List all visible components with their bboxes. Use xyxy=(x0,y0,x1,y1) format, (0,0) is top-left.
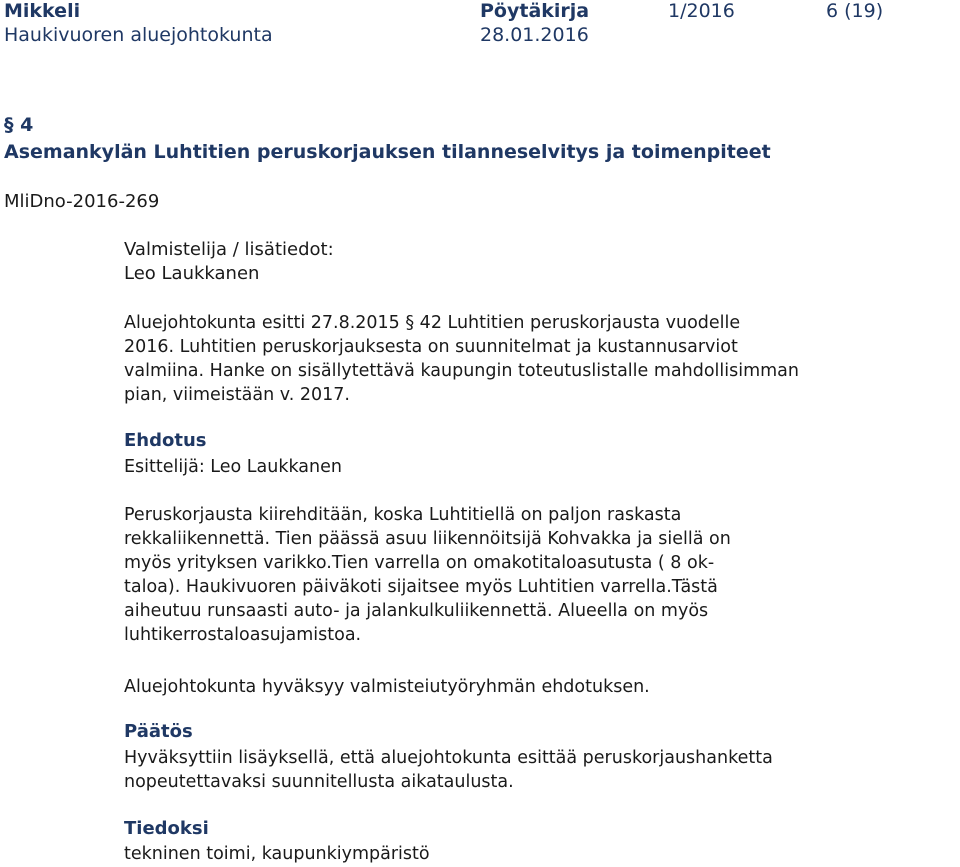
background-line: 2016. Luhtitien peruskorjauksesta on suunnitelmat ja kustannusarviot xyxy=(124,337,738,357)
proposal-resolution: Aluejohtokunta hyväksyy valmisteiutyöryhmän ehdotuksen. xyxy=(124,677,650,697)
decision-line: Hyväksyttiin lisäyksellä, että aluejohtokunta esittää peruskorjaushanketta xyxy=(124,748,773,768)
info-heading: Tiedoksi xyxy=(124,818,209,839)
background-line: pian, viimeistään v. 2017. xyxy=(124,385,350,405)
info-text: tekninen toimi, kaupunkiympäristö xyxy=(124,844,430,864)
decision-paragraph xyxy=(124,746,773,794)
preparer-name: Leo Laukkanen xyxy=(124,263,260,284)
proposal-heading: Ehdotus xyxy=(124,430,207,451)
proposal-line: Peruskorjausta kiirehditään, koska Luhtitiellä on paljon raskasta xyxy=(124,505,682,525)
section-sign: § xyxy=(4,114,14,136)
proposal-paragraph xyxy=(124,503,731,647)
proposal-line: rekkaliikennettä. Tien päässä asuu liikennöitsijä Kohvakka ja siellä on xyxy=(124,529,731,549)
section-number xyxy=(4,114,33,136)
proposal-line: luhtikerrostaloasujamistoa. xyxy=(124,625,362,645)
proposal-line: myös yrityksen varikko.Tien varrella on omakotitaloasutusta ( 8 ok- xyxy=(124,553,715,573)
background-line: valmiina. Hanke on sisällytettävä kaupungin toteutuslistalle mahdollisimman xyxy=(124,361,799,381)
decision-line: nopeutettavaksi suunnitellusta aikataulusta. xyxy=(124,772,514,792)
presenter: Esittelijä: Leo Laukkanen xyxy=(124,457,342,477)
proposal-line: aiheutuu runsaasti auto- ja jalankulkuliikennettä. Alueella on myös xyxy=(124,601,709,621)
doc-type: Pöytäkirja xyxy=(480,0,590,22)
document-dno: MliDno-2016-269 xyxy=(4,191,160,212)
section-title: Asemankylän Luhtitien peruskorjauksen tilanneselvitys ja toimenpiteet xyxy=(4,141,771,163)
proposal-line: taloa). Haukivuoren päiväkoti sijaitsee myös Luhtitien varrella.Tästä xyxy=(124,577,718,597)
decision-heading: Päätös xyxy=(124,721,193,742)
preparer-label: Valmistelija / lisätiedot: xyxy=(124,239,334,260)
page-number: 6 (19) xyxy=(826,0,884,22)
meeting-number: 1/2016 xyxy=(668,0,735,22)
section-num: 4 xyxy=(20,114,34,136)
meeting-date: 28.01.2016 xyxy=(480,24,589,46)
background-line: Aluejohtokunta esitti 27.8.2015 § 42 Luhtitien peruskorjausta vuodelle xyxy=(124,313,741,333)
background-paragraph xyxy=(124,311,799,407)
body-name: Haukivuoren aluejohtokunta xyxy=(4,24,273,46)
org-name: Mikkeli xyxy=(4,0,81,22)
